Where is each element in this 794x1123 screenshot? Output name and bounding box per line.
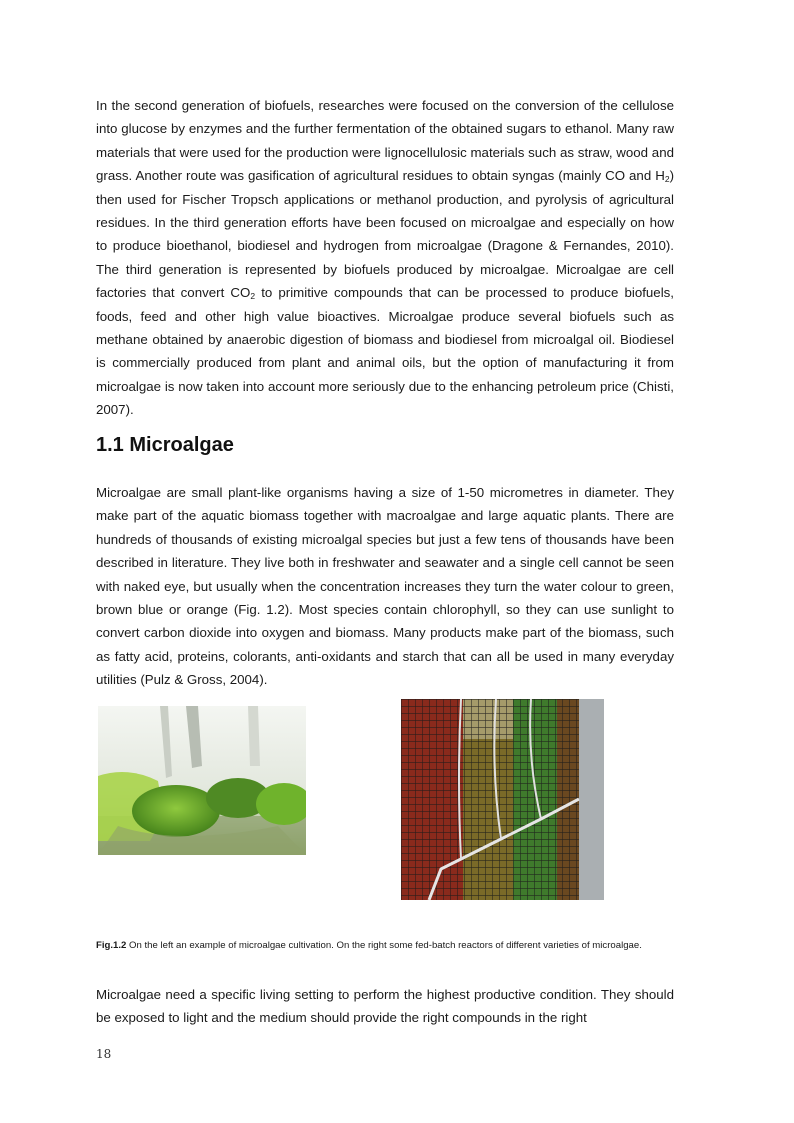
microalgae-flasks-photo [98, 706, 306, 855]
subscript-2-co2: 2 [250, 291, 256, 302]
page-number: 18 [96, 1047, 112, 1061]
section-heading: 1.1 Microalgae [96, 434, 234, 456]
flasks-photo-icon [98, 706, 306, 855]
intro-text-part-1: In the second generation of biofuels, researches were focused on the conversion of the cellulose into glucose by enzymes and the further fermentation of the obtained sugars to ethanol. Many raw materials that were used for the production were lignocellulosic materials such as straw, wood and grass. Another route was gasification of agricultural residues to obtain syngas (mainly CO and H [96, 98, 674, 184]
intro-text-part-3: to primitive compounds that can be processed to produce biofuels, foods, feed and other high value bioactives. Microalgae produce several biofuels such as methane obtained by anaerobic digestion of biomass and biodiesel from microalgal oil. Biodiesel is commercially produced from plant and animal oils, but the option of manufacturing it from microalgae is now taken into account more seriously due to the enhancing petroleum price (Chisti, 2007). [96, 285, 674, 418]
intro-text-part-2: ) then used for Fischer Tropsch applications or methanol production, and pyrolysis of agricultural residues. In the third generation efforts have been focused on microalgae and especially on how to produce bioethanol, biodiesel and hydrogen from microalgae (Dragone & Fernandes, 2010). The third generation is represented by biofuels produced by microalgae. Microalgae are cell factories that convert CO [96, 168, 674, 301]
figure-caption-text: On the left an example of microalgae cultivation. On the right some fed-batch reactors of different varieties of microalgae. [126, 940, 642, 951]
living-setting-paragraph: Microalgae need a specific living setting to perform the highest productive condition. They should be exposed to light and the medium should provide the right compounds in the right [96, 987, 674, 1026]
intro-paragraph [96, 94, 674, 422]
microalgae-paragraph: Microalgae are small plant-like organisms having a size of 1-50 micrometres in diameter. They make part of the aquatic biomass together with macroalgae and large aquatic plants. There are hundreds of thousands of existing microalgal species but just a few tens of thousands have been described in literature. They live both in freshwater and seawater and a single cell cannot be seen with naked eye, but usually when the concentration increases they turn the water colour to green, brown blue or orange (Fig. 1.2). Most species contain chlorophyll, so they can use sunlight to convert carbon dioxide into oxygen and biomass. Many products make part of the biomass, such as fatty acid, proteins, colorants, anti-oxidants and starch that can all be used in many everyday utilities (Pulz & Gross, 2004). [96, 485, 674, 688]
subscript-2-hydrogen: 2 [664, 174, 670, 185]
reactors-photo-icon [401, 699, 604, 900]
figure-caption [96, 938, 674, 954]
fed-batch-reactors-photo [401, 699, 604, 900]
figure-label: Fig.1.2 [96, 940, 127, 951]
